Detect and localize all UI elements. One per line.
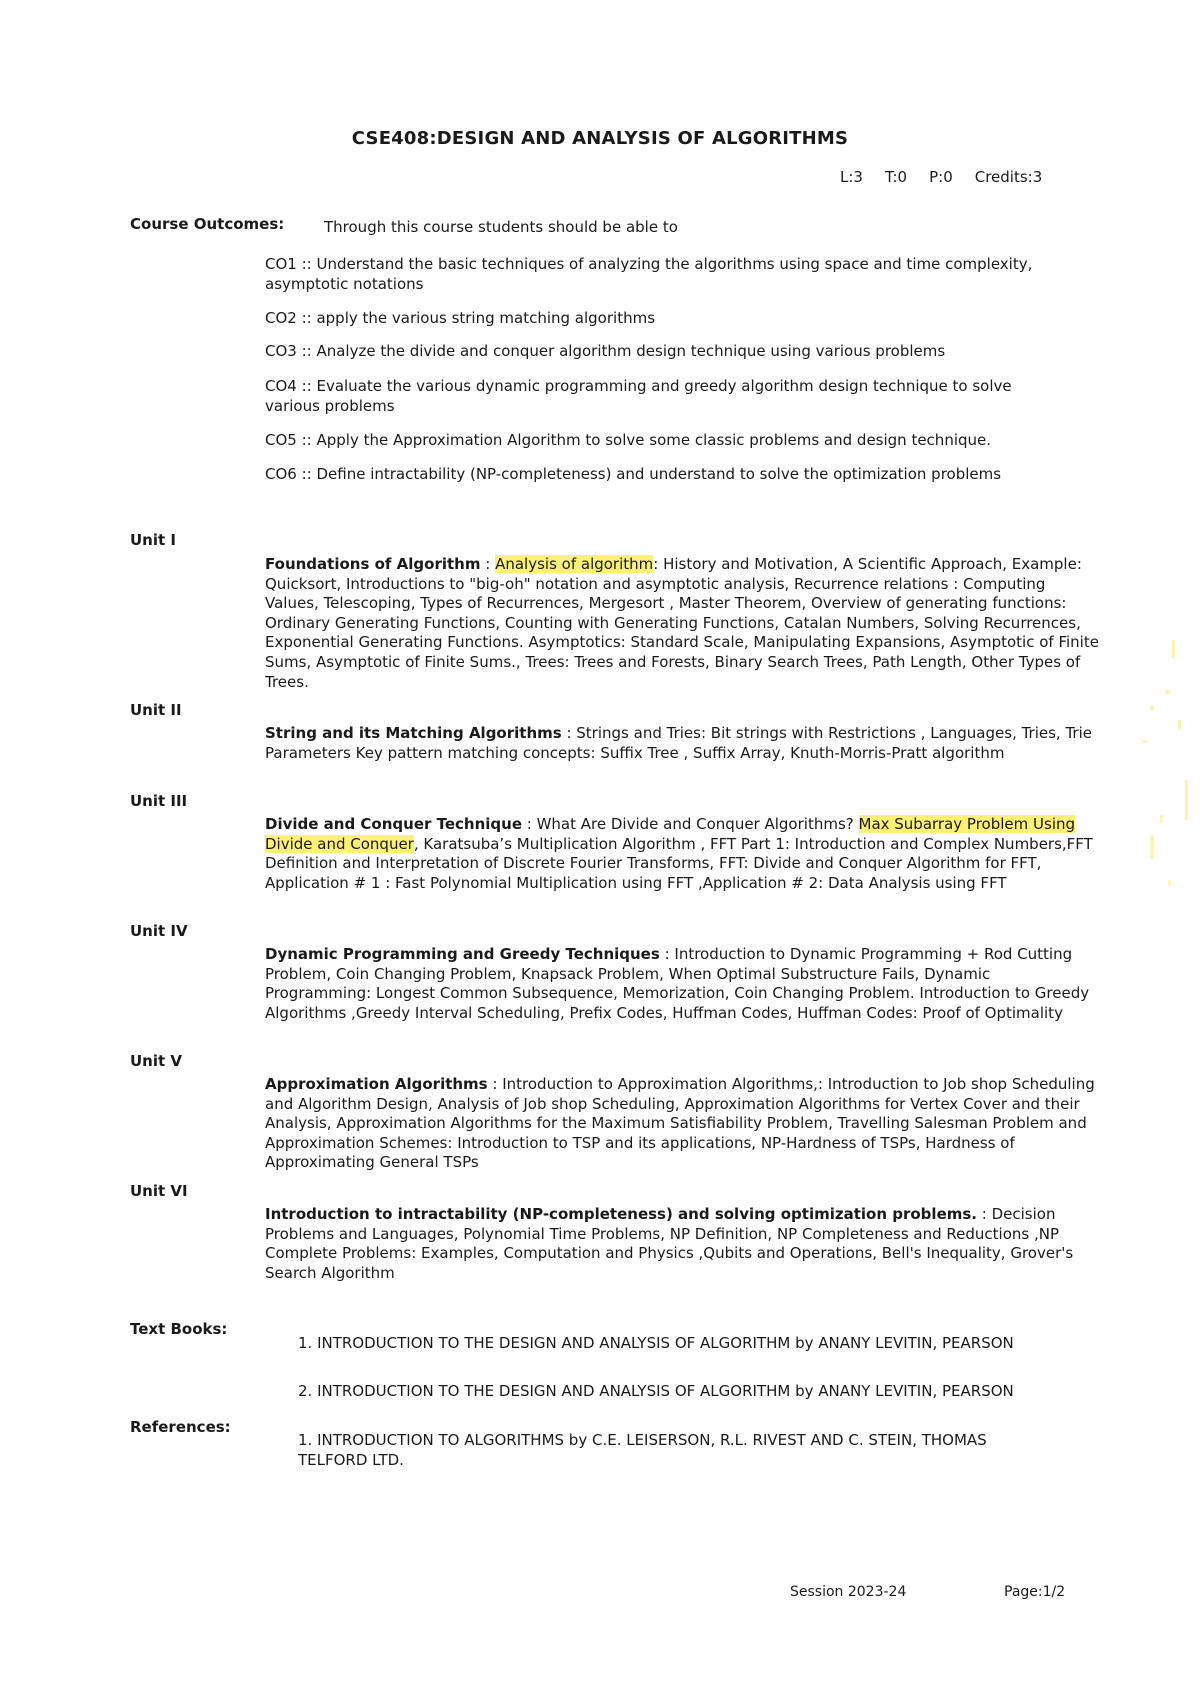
page-number: Page:1/2	[1004, 1584, 1066, 1600]
unit-4-content	[265, 945, 1100, 1023]
unit-6-heading: Introduction to intractability (NP-completeness) and solving optimization problems.	[265, 1205, 977, 1223]
unit-6-content	[265, 1205, 1100, 1283]
unit-4-separator: :	[659, 945, 675, 963]
unit-2-heading: String and its Matching Algorithms	[265, 724, 562, 742]
credit-count: Credits:3	[974, 168, 1043, 186]
unit-3-text: , Karatsuba’s Multiplication Algorithm , FFT Part 1: Introduction and Complex Numbers,FFT Definition and Interpretation of Discrete Fourier Transforms, FFT: Divide and Conquer Algorithm for FFT, Application # 1 : Fast Polynomial Multiplication using FFT ,Application # 2: Data Analysis using FFT	[265, 834, 1093, 892]
session-text: Session 2023-24	[790, 1584, 907, 1600]
unit-1-separator: :	[480, 555, 496, 573]
outcome-co3: CO3 :: Analyze the divide and conquer algorithm design technique using various problems	[265, 342, 946, 360]
outcome-co5: CO5 :: Apply the Approximation Algorithm to solve some classic problems and design technique.	[265, 431, 992, 449]
text-books-label: Text Books:	[130, 1320, 228, 1338]
reference-1: 1. INTRODUCTION TO ALGORITHMS by C.E. LEISERSON, R.L. RIVEST AND C. STEIN, THOMAS TELFORD LTD.	[298, 1431, 987, 1469]
unit-6-separator: :	[977, 1205, 992, 1223]
outcome-co1: CO1 :: Understand the basic techniques of analyzing the algorithms using space and time complexity, asymptotic notations	[265, 255, 1033, 293]
unit-1-highlight: Analysis of algorithm	[495, 555, 654, 573]
unit-4-heading: Dynamic Programming and Greedy Techniques	[265, 945, 660, 963]
references-label: References:	[130, 1418, 231, 1436]
unit-1-text: : History and Motivation, A Scientific Approach, Example: Quicksort, Introductions to "big-oh" notation and asymptotic analysis, Recurrence relations : Computing Values, Telescoping, Types of Recurrences, Mergesort , Master Theorem, Overview of generating functions: Ordinary Generating Functions, Counting with Generating Functions, Catalan Numbers, Solving Recurrences, Exponential Generating Functions. Asymptotics: Standard Scale, Manipulating Expansions, Asymptotic of Finite Sums, Asymptotic of Finite Sums., Trees: Trees and Forests, Binary Search Trees, Path Length, Other Types of Trees.	[265, 555, 1099, 691]
document-title: CSE408:DESIGN AND ANALYSIS OF ALGORITHMS	[351, 128, 849, 149]
unit-2-content	[265, 724, 1100, 763]
unit-4-label: Unit IV	[130, 922, 188, 940]
text-book-2: 2. INTRODUCTION TO THE DESIGN AND ANALYSIS OF ALGORITHM by ANANY LEVITIN, PEARSON	[298, 1382, 1014, 1400]
text-book-1: 1. INTRODUCTION TO THE DESIGN AND ANALYSIS OF ALGORITHM by ANANY LEVITIN, PEARSON	[298, 1334, 1014, 1352]
unit-4-text: Introduction to Dynamic Programming + Rod Cutting Problem, Coin Changing Problem, Knapsack Problem, When Optimal Substructure Fails, Dynamic Programming: Longest Common Subsequence, Memorization, Coin Changing Problem. Introduction to Greedy Algorithms ,Greedy Interval Scheduling, Prefix Codes, Huffman Codes, Huffman Codes: Proof of Optimality	[265, 945, 1090, 1022]
unit-2-label: Unit II	[130, 701, 182, 719]
outcome-co2: CO2 :: apply the various string matching algorithms	[265, 309, 656, 327]
lecture-hours: L:3	[840, 168, 863, 186]
unit-2-text: Strings and Tries: Bit strings with Restrictions , Languages, Tries, Trie Parameters Key pattern matching concepts: Suffix Tree , Suffix Array, Knuth-Morris-Pratt algorithm	[265, 724, 1092, 762]
course-outcomes-label: Course Outcomes:	[130, 215, 285, 233]
unit-3-content	[265, 815, 1100, 893]
practical-hours: P:0	[929, 168, 953, 186]
unit-1-label: Unit I	[130, 531, 176, 549]
course-outcomes-intro: Through this course students should be able to	[324, 218, 678, 236]
unit-3-highlight: Max Subarray Problem Using Divide and Conquer	[265, 815, 1076, 853]
outcome-co6: CO6 :: Define intractability (NP-completeness) and understand to solve the optimization problems	[265, 465, 1002, 483]
unit-3-pretext: What Are Divide and Conquer Algorithms?	[536, 815, 859, 833]
unit-5-separator: :	[487, 1075, 503, 1093]
outcome-co4: CO4 :: Evaluate the various dynamic programming and greedy algorithm design technique to solve various problems	[265, 377, 1012, 415]
unit-6-label: Unit VI	[130, 1182, 188, 1200]
unit-3-heading: Divide and Conquer Technique	[265, 815, 522, 833]
unit-3-label: Unit III	[130, 792, 188, 810]
unit-5-label: Unit V	[130, 1052, 183, 1070]
unit-1-content	[265, 555, 1100, 692]
unit-1-heading: Foundations of Algorithm	[265, 555, 481, 573]
unit-3-separator: :	[522, 815, 537, 833]
unit-6-text: Decision Problems and Languages, Polynomial Time Problems, NP Definition, NP Completeness and Reductions ,NP Complete Problems: Examples, Computation and Physics ,Qubits and Operations, Bell's Inequality, Grover's Search Algorithm	[265, 1205, 1074, 1282]
unit-5-text: Introduction to Approximation Algorithms,: Introduction to Job shop Scheduling and Algorithm Design, Analysis of Job shop Scheduling, Approximation Algorithms for Vertex Cover and their Analysis, Approximation Algorithms for the Maximum Satisfiability Problem, Travelling Salesman Problem and Approximation Schemes: Introduction to TSP and its applications, NP-Hardness of TSPs, Hardness of Approximating General TSPs	[265, 1075, 1095, 1172]
unit-5-heading: Approximation Algorithms	[265, 1075, 488, 1093]
tutorial-hours: T:0	[884, 168, 908, 186]
credits-line	[840, 168, 1042, 186]
unit-5-content	[265, 1075, 1100, 1173]
unit-2-separator: :	[561, 724, 577, 742]
